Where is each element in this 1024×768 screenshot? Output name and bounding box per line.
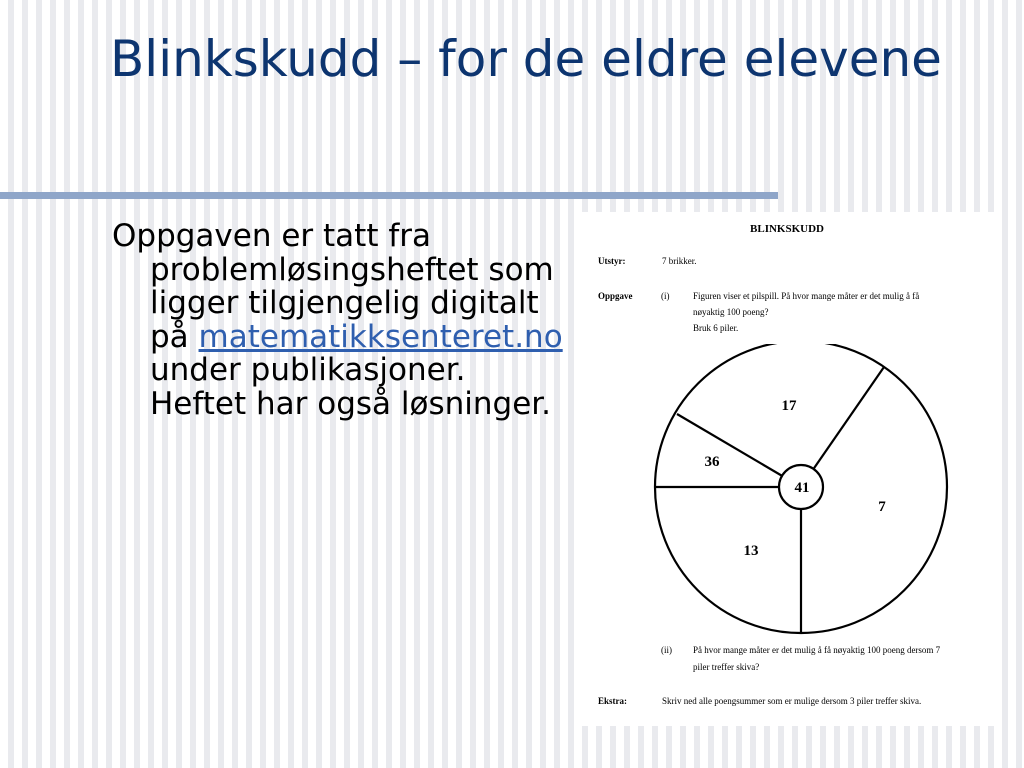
slide-body — [112, 220, 570, 421]
part-i-line1: Figuren viser et pilspill. På hvor mange måter er det mulig å få — [693, 291, 920, 301]
dartboard — [651, 344, 951, 640]
part-i-line3: Bruk 6 piler. — [693, 323, 739, 333]
oppgave-label: Oppgave — [598, 291, 633, 301]
section-value-36: 36 — [704, 454, 720, 470]
ekstra-label: Ekstra: — [598, 696, 627, 706]
part-i-marker: (i) — [661, 291, 670, 301]
body-text-start: Oppgaven er tatt fra problemløsingsheftet som ligger tilgjengelig digitalt på — [112, 218, 554, 355]
utstyr-label: Utstyr: — [598, 256, 626, 266]
matematikksenteret-link[interactable]: matematikksenteret.no — [198, 318, 563, 355]
worksheet-image — [579, 212, 995, 726]
slide-title: Blinkskudd – for de eldre elevene — [110, 30, 942, 88]
part-ii-line2: piler treffer skiva? — [693, 662, 760, 672]
part-i-line2: nøyaktig 100 poeng? — [693, 307, 769, 317]
section-value-13: 13 — [743, 543, 759, 559]
ekstra-value: Skriv ned alle poengsummer som er mulige dersom 3 piler treffer skiva. — [662, 696, 922, 706]
section-value-7: 7 — [878, 499, 886, 515]
body-text-end: under publikasjoner. Heftet har også løsninger. — [150, 352, 552, 422]
utstyr-value: 7 brikker. — [662, 256, 697, 266]
part-ii-marker: (ii) — [661, 645, 672, 655]
part-ii-line1: På hvor mange måter er det mulig å få nøyaktig 100 poeng dersom 7 — [693, 645, 941, 655]
title-divider — [0, 192, 778, 199]
bullseye-value: 41 — [794, 480, 810, 496]
section-value-17: 17 — [781, 398, 797, 414]
worksheet-heading: BLINKSKUDD — [750, 223, 824, 235]
